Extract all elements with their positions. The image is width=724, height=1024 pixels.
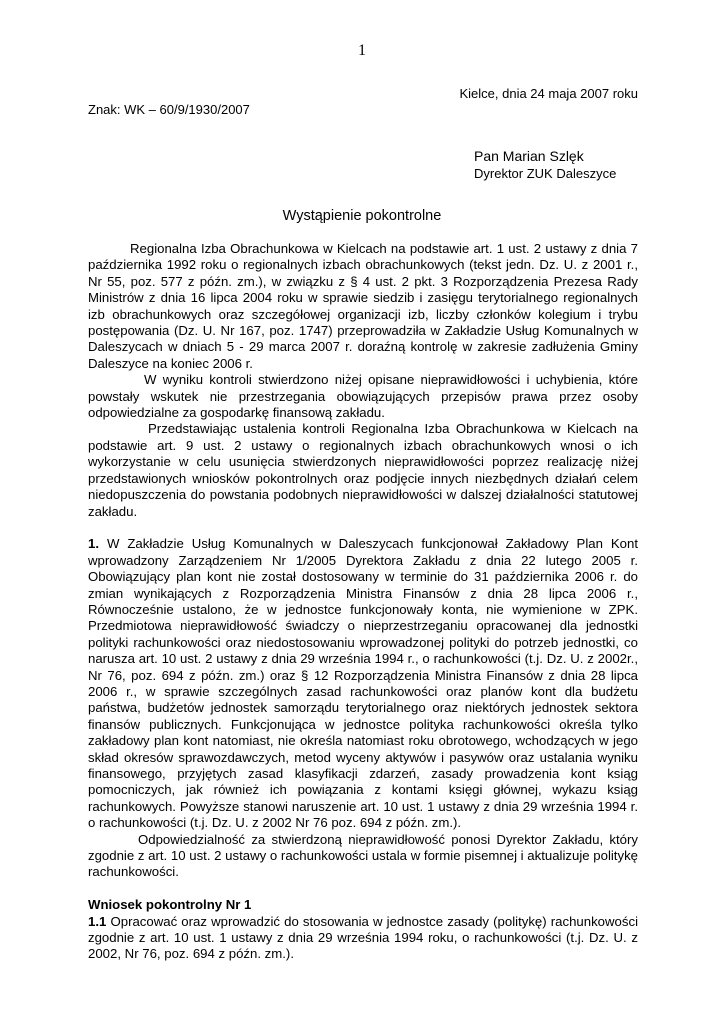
conclusion-item (88, 914, 638, 963)
document-title: Wystąpienie pokontrolne (282, 208, 442, 224)
intro-paragraph: Regionalna Izba Obrachunkowa w Kielcach na podstawie art. 1 ust. 2 ustawy z dnia 7 października 1992 roku o regionalnych izbach obrachunkowych (tekst jedn. Dz. U. z 2001 r., Nr 55, poz. 577 z późn. zm.), w związku z § 4 ust. 2 pkt. 3 Rozporządzenia Prezesa Rady Ministrów z dnia 16 lipca 2004 roku w sprawie siedzib i zasięgu terytorialnego regionalnych izb obrachunkowych oraz szczegółowej organizacji izb, liczby członków kolegium i trybu postępowania (Dz. U. Nr 167, poz. 1747) przeprowadziła w Zakładzie Usług Komunalnych w Daleszycach w dniach 5 - 29 marca 2007 r. doraźną kontrolę w zakresie zadłużenia Gminy Daleszyce na koniec 2006 r. (88, 241, 638, 371)
conclusion-item-text: Opracować oraz wprowadzić do stosowania w jednostce zasady (politykę) rachunkowości zgodnie z art. 10 ust. 1 ustawy z dnia 29 września 1994 roku, o rachunkowości (t.j. Dz. U. z 2002, Nr 76, poz. 694 z późn. zm.). (88, 913, 638, 962)
point-1-label: 1. (88, 536, 99, 552)
spacer (88, 881, 638, 897)
presenting-paragraph: Przedstawiając ustalenia kontroli Regionalna Izba Obrachunkowa w Kielcach na podstawie art. 9 ust. 2 ustawy o regionalnych izbach obrachunkowych wnosi o ich wykorzystanie w celu usunięcia stwierdzonych nieprawidłowości poprzez realizację niżej przedstawionych wniosków pokontrolnych oraz podjęcie innych niezbędnych działań celem niedopuszczenia do powstania podobnych nieprawidłowości w dalszej działalności statutowej zakładu. (88, 421, 638, 519)
responsibility-paragraph: Odpowiedzialność za stwierdzoną nieprawidłowość ponosi Dyrektor Zakładu, który zgodnie z art. 10 ust. 2 ustawy o rachunkowości ustala w formie pisemnej i aktualizuje politykę rachunkowości. (88, 831, 638, 880)
letter-body (88, 241, 638, 963)
page-number: 1 (358, 42, 366, 59)
conclusion-item-label: 1.1 (88, 913, 107, 929)
spacer (88, 520, 638, 536)
conclusion-heading: Wniosek pokontrolny Nr 1 (88, 897, 252, 913)
point-1-paragraph (88, 536, 638, 831)
findings-intro-paragraph: W wyniku kontroli stwierdzono niżej opisane nieprawidłowości i uchybienia, które powstały wskutek nie przestrzegania obowiązujących przepisów prawa przez osoby odpowiedzialne za gospodarkę finansową zakładu. (88, 372, 638, 421)
place-date: Kielce, dnia 24 maja 2007 roku (459, 86, 638, 101)
reference-number: Znak: WK – 60/9/1930/2007 (88, 102, 250, 117)
recipient-name: Pan Marian Szlęk (474, 148, 584, 164)
point-1-text: W Zakładzie Usług Komunalnych w Daleszycach funkcjonował Zakładowy Plan Kont wprowadzony Zarządzeniem Nr 1/2005 Dyrektora Zakładu z dnia 22 lutego 2005 r. Obowiązujący plan kont nie został dostosowany w terminie do 31 października 2006 r. do zmian wynikających z Rozporządzenia Ministra Finansów z dnia 28 lipca 2006 r., Równocześnie ustalono, że w jednostce funkcjonowały konta, nie wymienione w ZPK. Przedmiotowa nieprawidłowość świadczy o nieprzestrzeganiu opracowanej dla jednostki polityki rachunkowości oraz niedostosowaniu wprowadzonej polityki do potrzeb jednostki, co narusza art. 10 ust. 2 ustawy z dnia 29 września 1994 r., o rachunkowości (t.j. Dz. U. z 2002r., Nr 76, poz. 694 z późn. zm.) oraz § 12 Rozporządzenia Ministra Finansów z dnia 28 lipca 2006 r., w sprawie szczególnych zasad rachunkowości oraz planów kont dla budżetu państwa, budżetów jednostek samorządu terytorialnego oraz niektórych jednostek sektora finansów publicznych. Funkcjonująca w jednostce polityka rachunkowości określa tylko zakładowy plan kont natomiast, nie określa natomiast roku obrotowego, wchodzących w jego skład okresów sprawozdawczych, metod wyceny aktywów i pasywów oraz ustalania wyniku finansowego, przyjętych zasad klasyfikacji zdarzeń, zasady prowadzenia kont ksiąg pomocniczych, jak również ich powiązania z kontami księgi głównej, wykazu ksiąg rachunkowych. Powyższe stanowi naruszenie art. 10 ust. 1 ustawy z dnia 29 września 1994 r. o rachunkowości (t.j. Dz. U. z 2002 Nr 76 poz. 694 z późn. zm.). (88, 536, 639, 831)
recipient-position: Dyrektor ZUK Daleszyce (474, 166, 617, 181)
